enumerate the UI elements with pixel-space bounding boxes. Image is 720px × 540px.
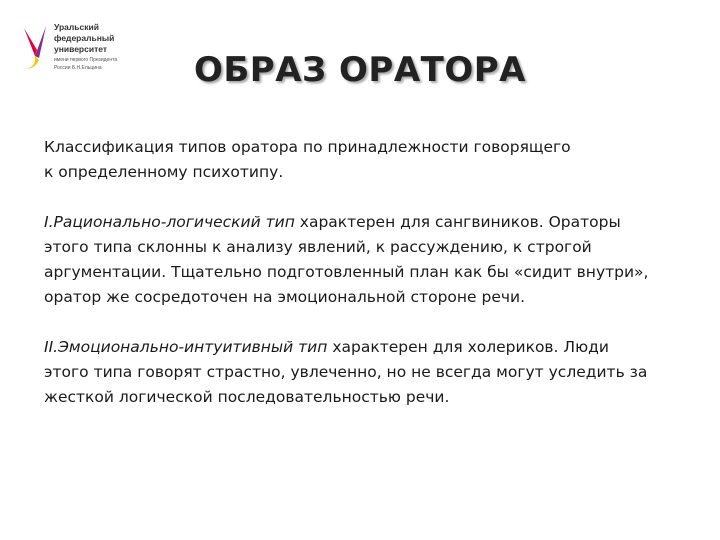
type1-line-4: оратор же сосредоточен на эмоциональной стороне речи.: [44, 288, 526, 306]
type2-label: II.Эмоционально-интуитивный тип: [44, 338, 328, 356]
logo-line-2: федеральный: [54, 33, 115, 43]
logo-line-3: университет: [54, 44, 108, 54]
type1-line-1: [44, 210, 684, 235]
type2-line-1: [44, 335, 684, 360]
type1-line-3: аргументации. Тщательно подготовленный план как бы «сидит внутри»,: [44, 263, 649, 281]
logo-line-1: Уральский: [54, 22, 99, 32]
type1-line-1-rest: характерен для сангвиников. Ораторы: [294, 213, 621, 231]
type1-paragraph: [44, 210, 684, 310]
type2-paragraph: [44, 335, 684, 410]
logo-sub-1: имени первого Президента: [54, 57, 118, 63]
intro-line-1: Классификация типов оратора по принадлежности говорящего: [44, 138, 571, 156]
type2-line-2: этого типа говорят страстно, увлеченно, но не всегда могут уследить за: [44, 363, 648, 381]
slide-body: [44, 135, 684, 435]
type2-line-1-rest: характерен для холериков. Люди: [327, 338, 609, 356]
slide-title: ОБРАЗ ОРАТОРА: [193, 50, 526, 90]
type1-line-2: этого типа склонны к анализу явлений, к рассуждению, к строгой: [44, 238, 592, 256]
logo-sub-2: России Б.Н.Ельцина: [54, 65, 102, 71]
type1-label: I.Рационально-логический тип: [44, 213, 295, 231]
type2-line-3: жесткой логической последовательностью речи.: [44, 388, 450, 406]
intro-paragraph: [44, 135, 684, 185]
intro-line-2: к определенному психотипу.: [44, 163, 284, 181]
